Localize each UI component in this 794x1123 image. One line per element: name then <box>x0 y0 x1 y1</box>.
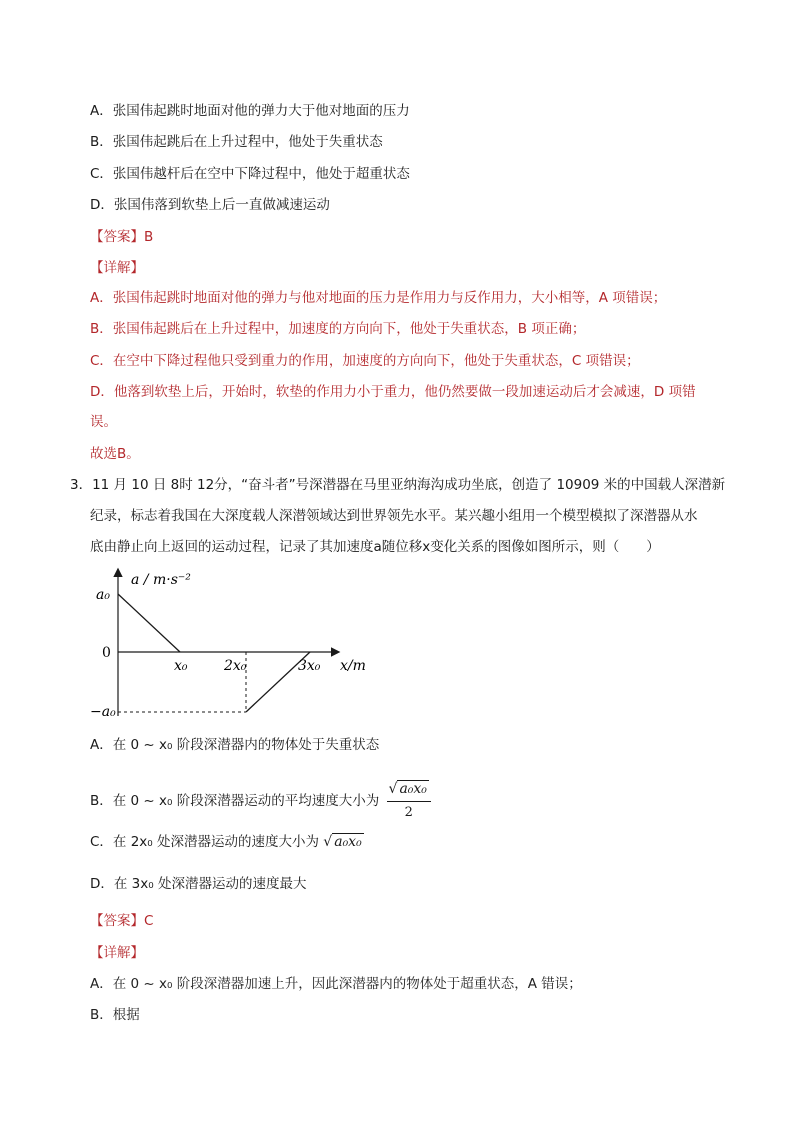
tick-neg-a0: −a₀ <box>90 704 116 720</box>
tick-zero: 0 <box>102 645 111 661</box>
explanation3-b: B．根据 <box>90 1007 140 1023</box>
x-axis-label: x/m <box>340 658 366 674</box>
explanation-a: A．张国伟起跳时地面对他的弹力与他对地面的压力是作用力与反作用力，大小相等，A 项错误； <box>90 290 667 306</box>
question-3-line3: 底由静止向上返回的运动过程，记录了其加速度a随位移x变化关系的图像如图所示，则（ ） <box>90 539 660 555</box>
fraction <box>387 778 431 824</box>
q3-option-c-text: C．在 2x₀ 处深潜器运动的速度大小为 <box>90 834 319 850</box>
explanation-b: B．张国伟起跳后在上升过程中，加速度的方向向下，他处于失重状态，B 项正确； <box>90 321 586 337</box>
conclusion: 故选B。 <box>90 446 140 462</box>
data-segment-1 <box>118 594 180 652</box>
q3-option-b-text: B．在 0 ~ x₀ 阶段深潜器运动的平均速度大小为 <box>90 793 380 809</box>
sqrt-symbol: √ a₀x₀ <box>388 781 427 797</box>
option-b: B．张国伟起跳后在上升过程中，他处于失重状态 <box>90 134 383 150</box>
tick-x0: x₀ <box>174 658 188 674</box>
question-3-line2: 纪录，标志着我国在大深度载人深潜领域达到世界领先水平。某兴趣小组用一个模型模拟了深潜器从水 <box>90 508 698 524</box>
fraction-numerator <box>387 778 431 802</box>
explanation3-a: A．在 0 ~ x₀ 阶段深潜器加速上升，因此深潜器内的物体处于超重状态，A 错误； <box>90 976 582 992</box>
tick-2x0: 2x₀ <box>224 658 247 674</box>
option-c: C．张国伟越杆后在空中下降过程中，他处于超重状态 <box>90 166 410 182</box>
option-d: D．张国伟落到软垫上后一直做减速运动 <box>90 197 330 213</box>
sqrt-symbol: √ a₀x₀ <box>323 834 362 850</box>
question-3-line1: 3．11 月 10 日 8时 12分，“奋斗者”号深潜器在马里亚纳海沟成功坐底，创造了 10909 米的中国载人深潜新 <box>70 477 726 493</box>
radicand: a₀x₀ <box>334 834 362 850</box>
detail-heading: 【详解】 <box>90 260 144 276</box>
option-a: A．张国伟起跳时地面对他的弹力大于他对地面的压力 <box>90 103 410 119</box>
explanation-c: C．在空中下降过程他只受到重力的作用，加速度的方向向下，他处于失重状态，C 项错误； <box>90 353 640 369</box>
q3-option-b <box>90 778 431 824</box>
answer-label-3: 【答案】C <box>90 913 154 929</box>
answer-label: 【答案】B <box>90 229 154 245</box>
q3-option-d: D．在 3x₀ 处深潜器运动的速度最大 <box>90 876 307 892</box>
explanation-d-line2: 误。 <box>90 414 117 430</box>
radicand: a₀x₀ <box>399 781 427 797</box>
q3-option-c <box>90 832 364 852</box>
y-axis-label: a / m·s⁻² <box>131 572 191 588</box>
detail-heading-3: 【详解】 <box>90 945 144 961</box>
explanation-d-line1: D．他落到软垫上后，开始时，软垫的作用力小于重力，他仍然要做一段加速运动后才会减速，D 项错 <box>90 384 696 400</box>
fraction-denominator: 2 <box>404 805 413 820</box>
acceleration-displacement-graph <box>88 566 378 726</box>
q3-option-a: A．在 0 ~ x₀ 阶段深潜器内的物体处于失重状态 <box>90 737 380 753</box>
tick-3x0: 3x₀ <box>298 658 321 674</box>
tick-a0: a₀ <box>96 587 110 603</box>
